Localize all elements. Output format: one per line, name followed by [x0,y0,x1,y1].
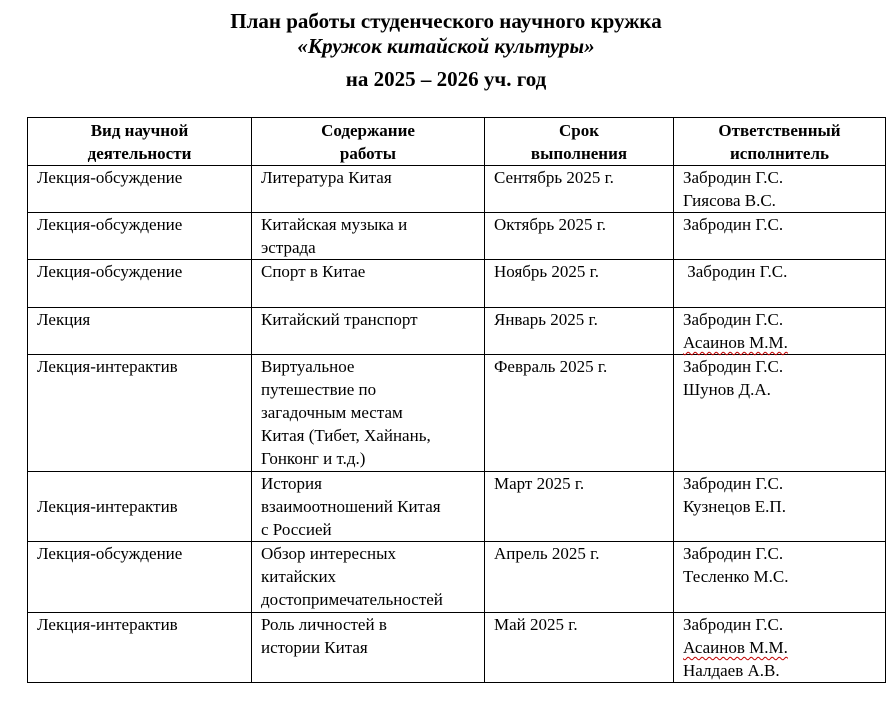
cell-responsible: Забродин Г.С. [674,213,886,260]
cell-term: Февраль 2025 г. [485,355,674,472]
cell-type: Лекция-обсуждение [28,213,252,260]
cell-term: Январь 2025 г. [485,308,674,355]
header-term: Срок выполнения [485,118,674,166]
cell-content: История взаимоотношений Китая с Россией [252,472,485,542]
cell-type: Лекция-обсуждение [28,542,252,613]
header-responsible: Ответственный исполнитель [674,118,886,166]
table-row [28,355,886,472]
cell-responsible: Забродин Г.С. Асаинов М.М. Налдаев А.В. [674,613,886,683]
cell-content: Литература Китая [252,166,485,213]
cell-responsible: Забродин Г.С. Тесленко М.С. [674,542,886,613]
header-content: Содержание работы [252,118,485,166]
cell-responsible: Забродин Г.С. Асаинов М.М. [674,308,886,355]
header-type: Вид научной деятельности [28,118,252,166]
table-row [28,542,886,613]
cell-type: Лекция-обсуждение [28,166,252,213]
table-row [28,308,886,355]
table-row [28,260,886,308]
cell-term: Ноябрь 2025 г. [485,260,674,308]
table-row [28,472,886,542]
cell-responsible: Забродин Г.С. Гиясова В.С. [674,166,886,213]
cell-content: Обзор интересных китайских достопримечательностей [252,542,485,613]
cell-term: Апрель 2025 г. [485,542,674,613]
cell-type: Лекция-обсуждение [28,260,252,308]
cell-responsible: Забродин Г.С. [674,260,886,308]
title-line-2: «Кружок китайской культуры» [297,34,595,58]
cell-content: Китайская музыка и эстрада [252,213,485,260]
cell-content: Спорт в Китае [252,260,485,308]
title-line-3: на 2025 – 2026 уч. год [345,67,547,91]
table-row [28,613,886,683]
cell-type: Лекция-интерактив [28,355,252,472]
cell-term: Март 2025 г. [485,472,674,542]
cell-responsible: Забродин Г.С. Шунов Д.А. [674,355,886,472]
cell-term: Октябрь 2025 г. [485,213,674,260]
cell-content: Виртуальное путешествие по загадочным местам Китая (Тибет, Хайнань, Гонконг и т.д.) [252,355,485,472]
cell-type: Лекция-интерактив [28,472,252,542]
plan-table [27,117,886,683]
title-line-1: План работы студенческого научного кружка [230,9,662,33]
cell-type: Лекция-интерактив [28,613,252,683]
cell-term: Сентябрь 2025 г. [485,166,674,213]
cell-responsible: Забродин Г.С. Кузнецов Е.П. [674,472,886,542]
cell-type: Лекция [28,308,252,355]
cell-content: Роль личностей в истории Китая [252,613,485,683]
cell-content: Китайский транспорт [252,308,485,355]
table-row [28,166,886,213]
cell-term: Май 2025 г. [485,613,674,683]
table-row [28,213,886,260]
table-header-row [28,118,886,166]
document-title [0,8,892,92]
